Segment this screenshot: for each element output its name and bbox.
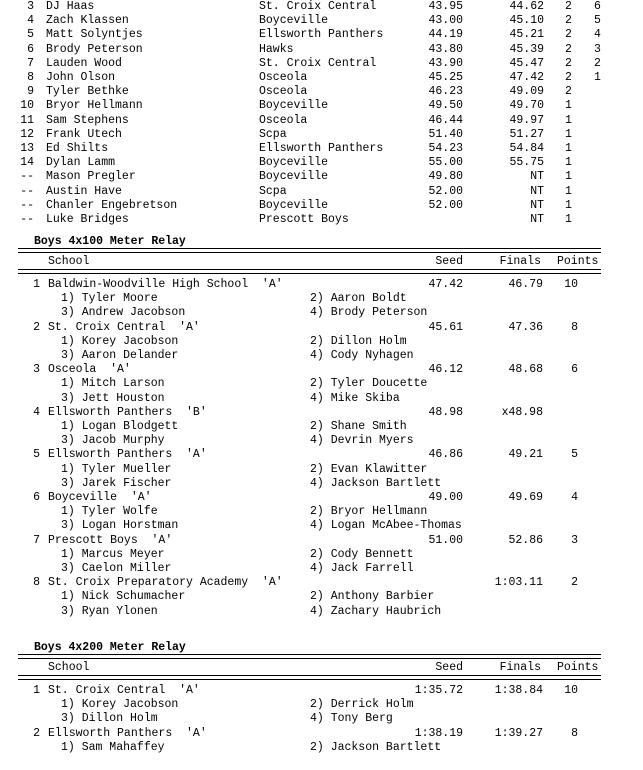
heat: 1: [565, 170, 572, 184]
seed-time: 1:35.72: [414, 684, 463, 697]
team-row: [0, 321, 643, 335]
header-seed: Seed: [435, 255, 463, 268]
finals-time: 49.09: [509, 85, 544, 99]
finals-time: 49.97: [509, 113, 544, 127]
seed-time: 43.90: [428, 56, 463, 70]
result-row: [0, 114, 643, 128]
school: Boyceville: [259, 156, 329, 170]
seed-time: 54.23: [428, 142, 463, 155]
points: 2: [594, 56, 601, 70]
runner: 1) Tyler Wolfe: [61, 505, 158, 519]
finals-time: x48.98: [501, 405, 543, 419]
heat: 2: [565, 28, 572, 42]
runner: 1) Marcus Meyer: [61, 547, 165, 561]
place: 7: [27, 56, 34, 70]
seed-time: 44.19: [428, 28, 463, 42]
runner: 3) Jacob Murphy: [61, 434, 165, 448]
athlete-name: Dylan Lamm: [46, 156, 116, 170]
column-headers: [0, 661, 643, 675]
heat: 1: [565, 142, 572, 155]
seed-time: 49.00: [428, 491, 463, 504]
school: Boyceville: [259, 198, 329, 212]
seed-time: 1:38.19: [414, 726, 463, 740]
place: 10: [20, 99, 34, 113]
result-row: [0, 57, 643, 71]
place: 7: [33, 533, 40, 547]
athlete-name: Tyler Bethke: [46, 85, 129, 99]
seed-time: 48.98: [428, 405, 463, 419]
result-row: [0, 156, 643, 170]
result-row: [0, 185, 643, 199]
finals-time: NT: [530, 184, 544, 198]
team-row: [0, 576, 643, 590]
place: 11: [20, 113, 34, 127]
athlete-name: Chanler Engebretson: [46, 198, 178, 212]
points: 6: [571, 363, 578, 377]
seed-time: 55.00: [428, 156, 463, 170]
seed-time: 43.95: [428, 0, 463, 13]
place: 5: [33, 448, 40, 462]
section-title: Boys 4x200 Meter Relay: [34, 641, 186, 654]
result-row: [0, 213, 643, 227]
place: --: [20, 213, 34, 226]
runner-row: [0, 548, 643, 562]
finals-time: 49.21: [508, 448, 543, 462]
place: 8: [27, 71, 34, 84]
finals-time: 52.86: [508, 533, 543, 547]
seed-time: 45.61: [428, 320, 463, 334]
heat: 2: [565, 71, 572, 84]
runner: 2) Anthony Barbier: [310, 590, 435, 604]
runner: 3) Logan Horstman: [61, 519, 179, 533]
finals-time: NT: [530, 198, 544, 212]
place: 12: [20, 127, 34, 141]
heat: 2: [565, 56, 572, 70]
runner: 2) Dillon Holm: [310, 334, 407, 348]
runner-row: [0, 392, 643, 406]
header-points: Points: [557, 661, 599, 674]
result-row: [0, 85, 643, 99]
finals-time: 49.69: [508, 491, 543, 504]
finals-time: 45.21: [509, 28, 544, 42]
finals-time: 55.75: [509, 156, 544, 170]
seed-time: 52.00: [428, 198, 463, 212]
place: --: [20, 184, 34, 198]
runner-row: [0, 434, 643, 448]
runner: 2) Evan Klawitter: [310, 462, 428, 476]
seed-time: 43.00: [428, 14, 463, 28]
place: 1: [33, 684, 40, 697]
section-title: Boys 4x100 Meter Relay: [34, 235, 186, 248]
seed-time: 51.40: [428, 127, 463, 141]
school: Osceola: [259, 85, 308, 99]
athlete-name: Luke Bridges: [46, 213, 129, 226]
place: 2: [33, 726, 40, 740]
team-row: [0, 363, 643, 377]
points: 5: [571, 448, 578, 462]
athlete-name: Zach Klassen: [46, 14, 129, 28]
seed-time: 46.12: [428, 363, 463, 377]
header-points: Points: [557, 255, 599, 268]
team-row: [0, 278, 643, 292]
points: 3: [571, 533, 578, 547]
points: 10: [564, 278, 578, 291]
runner: 2) Bryor Hellmann: [310, 505, 428, 519]
points: 10: [564, 684, 578, 697]
double-rule: [18, 248, 601, 253]
heat: 1: [565, 127, 572, 141]
points: 2: [571, 576, 578, 590]
runner: 4) Logan McAbee-Thomas: [310, 519, 462, 533]
result-row: [0, 142, 643, 156]
points: 6: [594, 0, 601, 13]
points: 4: [571, 491, 578, 504]
runner: 3) Aaron Delander: [61, 349, 179, 362]
points: 4: [594, 28, 601, 42]
school: Scpa: [259, 127, 287, 141]
runner: 3) Dillon Holm: [61, 712, 158, 726]
finals-time: 47.36: [508, 320, 543, 334]
runner-row: [0, 463, 643, 477]
place: 13: [20, 142, 34, 155]
points: 8: [571, 726, 578, 740]
runner: 4) Tony Berg: [310, 712, 393, 726]
seed-time: 43.80: [428, 42, 463, 56]
team-school: Ellsworth Panthers 'A': [48, 726, 207, 740]
runner: 1) Tyler Mueller: [61, 462, 172, 476]
athlete-name: Austin Have: [46, 184, 122, 198]
place: 6: [33, 491, 40, 504]
double-rule: [18, 675, 601, 680]
runner: 1) Logan Blodgett: [61, 420, 179, 433]
result-row: [0, 0, 643, 14]
team-school: St. Croix Central 'A': [48, 320, 200, 334]
header-school: School: [48, 661, 90, 674]
finals-time: 1:38.84: [494, 684, 543, 697]
runner: 3) Caelon Miller: [61, 562, 172, 575]
seed-time: 51.00: [428, 533, 463, 547]
school: Hawks: [259, 42, 294, 56]
runner: 2) Tyler Doucette: [310, 377, 428, 391]
finals-time: 49.70: [509, 99, 544, 113]
place: --: [20, 198, 34, 212]
heat: 1: [565, 213, 572, 226]
place: 6: [27, 42, 34, 56]
runner-row: [0, 292, 643, 306]
heat: 2: [565, 42, 572, 56]
place: 3: [27, 0, 34, 13]
seed-time: 46.44: [428, 113, 463, 127]
finals-time: 45.10: [509, 14, 544, 28]
team-row: [0, 534, 643, 548]
finals-time: 45.39: [509, 42, 544, 56]
athlete-name: Lauden Wood: [46, 56, 122, 70]
header-seed: Seed: [435, 661, 463, 674]
finals-time: NT: [530, 170, 544, 184]
result-row: [0, 28, 643, 42]
runner: 1) Korey Jacobson: [61, 334, 179, 348]
points: 5: [594, 14, 601, 28]
points: 8: [571, 320, 578, 334]
runner: 1) Sam Mahaffey: [61, 740, 165, 754]
result-row: [0, 99, 643, 113]
heat: 2: [565, 85, 572, 99]
school: Osceola: [259, 113, 308, 127]
team-school: Prescott Boys 'A': [48, 533, 173, 547]
team-school: Baldwin-Woodville High School 'A': [48, 278, 283, 291]
finals-time: 48.68: [508, 363, 543, 377]
runner: 1) Korey Jacobson: [61, 698, 179, 712]
heat: 1: [565, 184, 572, 198]
school: Prescott Boys: [259, 213, 349, 226]
runner: 1) Tyler Moore: [61, 292, 158, 306]
double-rule: [18, 269, 601, 274]
team-row: [0, 448, 643, 462]
runner: 3) Jett Houston: [61, 391, 165, 405]
runner: 4) Jackson Bartlett: [310, 476, 442, 490]
place: 1: [33, 278, 40, 291]
place: 4: [27, 14, 34, 28]
place: 14: [20, 156, 34, 170]
place: 5: [27, 28, 34, 42]
school: St. Croix Central: [259, 56, 377, 70]
runner: 4) Jack Farrell: [310, 562, 414, 575]
result-row: [0, 170, 643, 184]
seed-time: 46.23: [428, 85, 463, 99]
school: Boyceville: [259, 14, 329, 28]
school: Scpa: [259, 184, 287, 198]
heat: 2: [565, 14, 572, 28]
finals-time: 46.79: [508, 278, 543, 291]
double-rule: [18, 654, 601, 659]
finals-time: 1:39.27: [494, 726, 543, 740]
athlete-name: Mason Pregler: [46, 170, 136, 184]
seed-time: 47.42: [428, 278, 463, 291]
school: St. Croix Central: [259, 0, 377, 13]
runner-row: [0, 306, 643, 320]
athlete-name: John Olson: [46, 71, 116, 84]
points: 1: [594, 71, 601, 84]
team-school: St. Croix Preparatory Academy 'A': [48, 576, 283, 590]
school: Ellsworth Panthers: [259, 142, 384, 155]
runner: 3) Ryan Ylonen: [61, 604, 158, 618]
runner-row: [0, 420, 643, 434]
runner-row: [0, 605, 643, 619]
place: --: [20, 170, 34, 184]
runner-row: [0, 698, 643, 712]
athlete-name: Ed Shilts: [46, 142, 109, 155]
athlete-name: Frank Utech: [46, 127, 122, 141]
finals-time: 1:03.11: [494, 576, 543, 590]
team-row: [0, 727, 643, 741]
school: Osceola: [259, 71, 308, 84]
team-school: Boyceville 'A': [48, 491, 152, 504]
athlete-name: Matt Solyntjes: [46, 28, 143, 42]
seed-time: 46.86: [428, 448, 463, 462]
runner: 2) Aaron Boldt: [310, 292, 407, 306]
runner: 4) Brody Peterson: [310, 306, 428, 320]
runner: 3) Andrew Jacobson: [61, 306, 186, 320]
runner-row: [0, 712, 643, 726]
finals-time: NT: [530, 213, 544, 226]
heat: 2: [565, 0, 572, 13]
team-school: Osceola 'A': [48, 363, 131, 377]
school: Ellsworth Panthers: [259, 28, 384, 42]
place: 3: [33, 363, 40, 377]
runner-row: [0, 519, 643, 533]
seed-time: 52.00: [428, 184, 463, 198]
team-school: Ellsworth Panthers 'A': [48, 448, 207, 462]
place: 9: [27, 85, 34, 99]
finals-time: 47.42: [509, 71, 544, 84]
runner-row: [0, 377, 643, 391]
school: Boyceville: [259, 99, 329, 113]
place: 2: [33, 320, 40, 334]
result-row: [0, 128, 643, 142]
seed-time: 49.50: [428, 99, 463, 113]
result-row: [0, 14, 643, 28]
runner-row: [0, 741, 643, 755]
finals-time: 44.62: [509, 0, 544, 13]
athlete-name: DJ Haas: [46, 0, 95, 13]
athlete-name: Brody Peterson: [46, 42, 143, 56]
points: 3: [594, 42, 601, 56]
team-row: [0, 406, 643, 420]
result-row: [0, 43, 643, 57]
seed-time: 45.25: [428, 71, 463, 84]
school: Boyceville: [259, 170, 329, 184]
result-row: [0, 199, 643, 213]
header-school: School: [48, 255, 90, 268]
finals-time: 51.27: [509, 127, 544, 141]
runner: 4) Zachary Haubrich: [310, 604, 442, 618]
heat: 1: [565, 156, 572, 170]
runner-row: [0, 562, 643, 576]
runner: 2) Derrick Holm: [310, 698, 414, 712]
athlete-name: Sam Stephens: [46, 113, 129, 127]
runner: 4) Cody Nyhagen: [310, 349, 414, 362]
team-row: [0, 491, 643, 505]
runner: 2) Shane Smith: [310, 420, 407, 433]
finals-time: 45.47: [509, 56, 544, 70]
team-school: St. Croix Central 'A': [48, 684, 200, 697]
heat: 1: [565, 113, 572, 127]
runner-row: [0, 335, 643, 349]
runner-row: [0, 590, 643, 604]
runner: 2) Cody Bennett: [310, 547, 414, 561]
team-school: Ellsworth Panthers 'B': [48, 405, 207, 419]
place: 4: [33, 405, 40, 419]
runner-row: [0, 349, 643, 363]
seed-time: 49.80: [428, 170, 463, 184]
runner-row: [0, 477, 643, 491]
runner: 1) Nick Schumacher: [61, 590, 186, 604]
header-finals: Finals: [499, 661, 541, 674]
heat: 1: [565, 99, 572, 113]
result-row: [0, 71, 643, 85]
column-headers: [0, 255, 643, 269]
heat: 1: [565, 198, 572, 212]
athlete-name: Bryor Hellmann: [46, 99, 143, 113]
team-row: [0, 684, 643, 698]
finals-time: 54.84: [509, 142, 544, 155]
runner: 1) Mitch Larson: [61, 377, 165, 391]
header-finals: Finals: [499, 255, 541, 268]
runner: 2) Jackson Bartlett: [310, 740, 442, 754]
runner: 4) Devrin Myers: [310, 434, 414, 448]
runner-row: [0, 505, 643, 519]
runner: 3) Jarek Fischer: [61, 476, 172, 490]
runner: 4) Mike Skiba: [310, 391, 400, 405]
place: 8: [33, 576, 40, 590]
